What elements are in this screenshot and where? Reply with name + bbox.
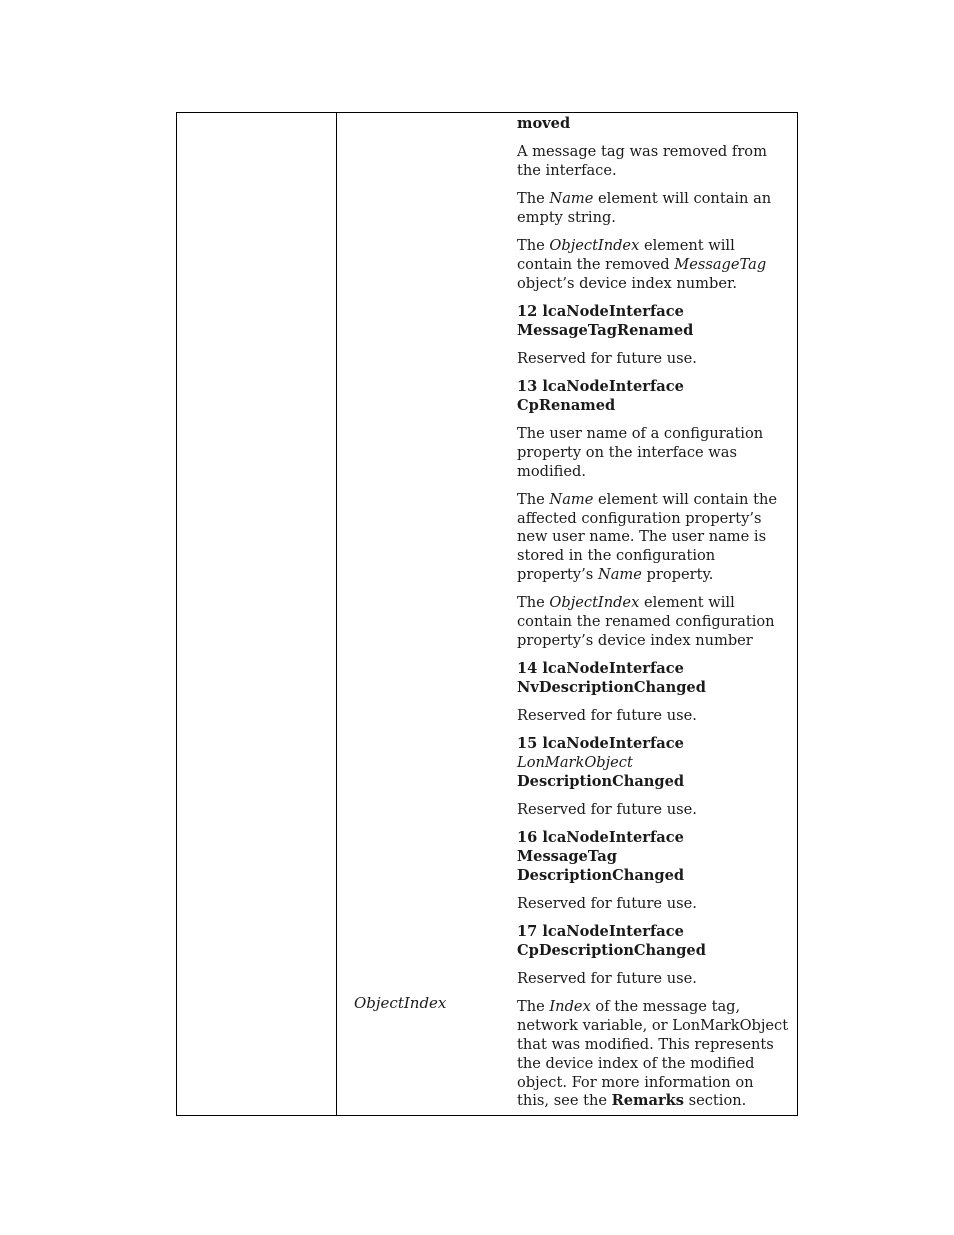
heading-line: 13 lcaNodeInterface <box>517 378 684 396</box>
heading-line: DescriptionChanged <box>517 866 685 884</box>
column-divider <box>336 113 337 1115</box>
heading-line: NvDescriptionChanged <box>517 678 706 696</box>
objectindex-description <box>517 998 789 1111</box>
heading-line: 16 lcaNodeInterface <box>517 829 684 847</box>
event-14-heading <box>517 660 789 698</box>
text-run: element will contain the affected configuration property’s new user name. The user name is stored in the configuration property’s <box>517 490 777 584</box>
text-run: property. <box>641 566 714 584</box>
text-run: The <box>517 998 550 1016</box>
heading-line: 15 lcaNodeInterface <box>517 735 684 753</box>
italic-term: Name <box>597 566 642 584</box>
event-16-desc: Reserved for future use. <box>517 894 697 912</box>
event-14-desc: Reserved for future use. <box>517 707 697 725</box>
parameters-table <box>176 112 798 1116</box>
heading-line: CpRenamed <box>517 396 616 414</box>
italic-term: ObjectIndex <box>549 237 640 255</box>
event-12-desc: Reserved for future use. <box>517 349 697 367</box>
bold-term: Remarks <box>611 1092 684 1110</box>
event-13-index-note <box>517 594 789 650</box>
text-run: element will contain the removed <box>517 237 735 273</box>
event-moved-name-note <box>517 190 789 228</box>
event-13-desc: The user name of a configuration property on the interface was modified. <box>517 425 764 480</box>
italic-term: ObjectIndex <box>549 594 640 612</box>
event-13-heading <box>517 378 789 416</box>
event-17-desc: Reserved for future use. <box>517 970 697 988</box>
text-run: element will contain the renamed configuration property’s device index number <box>517 594 775 649</box>
event-17-heading <box>517 923 789 961</box>
italic-term: Index <box>549 998 591 1016</box>
event-12-heading <box>517 303 789 341</box>
event-moved-desc: A message tag was removed from the interface. <box>517 143 767 179</box>
italic-term: MessageTag <box>674 255 767 273</box>
heading-line-italic: LonMarkObject <box>517 754 633 771</box>
text-run: The <box>517 490 550 508</box>
text-run: object’s device index number. <box>517 274 737 292</box>
description-column <box>517 115 789 1120</box>
text-run: The <box>517 190 550 208</box>
italic-term: Name <box>549 490 594 508</box>
text-run: section. <box>683 1092 747 1110</box>
heading-line: MessageTag <box>517 847 617 865</box>
heading-line: DescriptionChanged <box>517 772 685 790</box>
event-moved-heading: moved <box>517 115 571 132</box>
heading-line: CpDescriptionChanged <box>517 941 706 959</box>
italic-term: Name <box>549 190 594 208</box>
parameter-name-objectindex: ObjectIndex <box>354 994 447 1012</box>
heading-line: 12 lcaNodeInterface <box>517 302 684 320</box>
text-run: The <box>517 237 550 255</box>
heading-line: 14 lcaNodeInterface <box>517 660 684 678</box>
event-15-desc: Reserved for future use. <box>517 800 697 818</box>
text-run: The <box>517 594 550 612</box>
event-15-heading <box>517 735 789 791</box>
heading-line: 17 lcaNodeInterface <box>517 923 684 941</box>
event-16-heading <box>517 829 789 885</box>
event-moved-index-note <box>517 237 789 293</box>
text-run: of the message tag, network variable, or LonMarkObject that was modified. This represents the device index of the modified object. For more information on this, see the <box>517 998 789 1110</box>
event-13-name-note <box>517 491 789 585</box>
text-run: element will contain an empty string. <box>517 190 772 226</box>
heading-line: MessageTagRenamed <box>517 321 694 339</box>
